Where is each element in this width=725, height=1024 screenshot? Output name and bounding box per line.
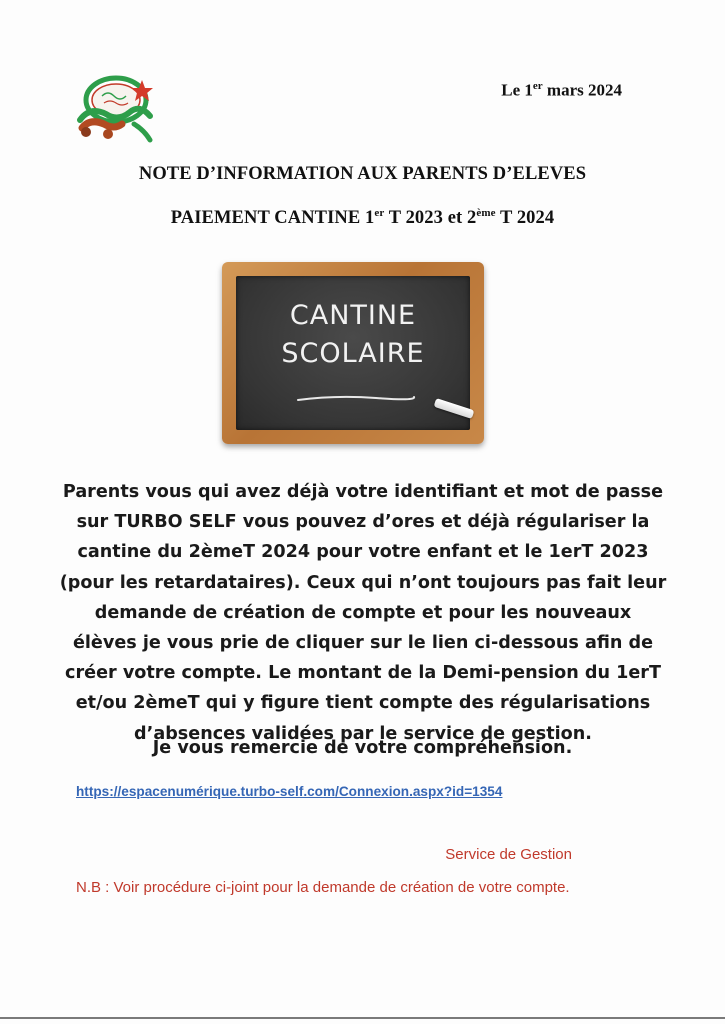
footnote-nb: N.B : Voir procédure ci-joint pour la demande de création de votre compte.	[76, 879, 570, 896]
school-logo	[72, 72, 156, 150]
body-line: Parents vous qui avez déjà votre identifiant et mot de passe	[62, 482, 664, 502]
signature-service: Service de Gestion	[445, 846, 572, 863]
body-line: sur TURBO SELF vous pouvez d’ores et déjà régulariser la	[76, 512, 650, 533]
chalk-stroke	[296, 394, 416, 404]
body-line: cantine du 2èmeT 2024 pour votre enfant et le 1erT 2023	[77, 542, 649, 563]
body-line: (pour les retardataires). Ceux qui n’ont toujours pas fait leur	[59, 572, 667, 593]
chalkboard-surface	[236, 276, 470, 430]
chalkboard-line-1: CANTINE	[289, 300, 417, 331]
document-title: NOTE D’INFORMATION AUX PARENTS D’ELEVES	[138, 164, 587, 184]
document-date: Le 1er mars 2024	[501, 80, 622, 100]
body-line: élèves je vous prie de cliquer sur le lien ci-dessous afin de	[72, 633, 654, 654]
body-line: créer votre compte. Le montant de la Demi-pension du 1erT	[65, 663, 661, 684]
thanks-line: Je vous remercie de votre compréhension.	[152, 738, 573, 758]
body-line: d’absences validées par le service de gestion.	[134, 723, 592, 744]
chalkboard-image	[222, 262, 484, 444]
body-paragraph	[58, 477, 668, 749]
chalk-piece	[434, 398, 475, 419]
account-creation-link[interactable]: https://espacenumérique.turbo-self.com/Connexion.aspx?id=1354	[76, 784, 503, 799]
body-line: et/ou 2èmeT qui y figure tient compte des régularisations	[75, 693, 651, 714]
chalkboard-line-2: SCOLAIRE	[281, 338, 425, 369]
page-bottom-edge	[0, 1017, 725, 1019]
body-line: demande de création de compte et pour les nouveaux	[94, 602, 632, 623]
document-subtitle: PAIEMENT CANTINE 1er T 2023 et 2ème T 2024	[170, 207, 555, 229]
